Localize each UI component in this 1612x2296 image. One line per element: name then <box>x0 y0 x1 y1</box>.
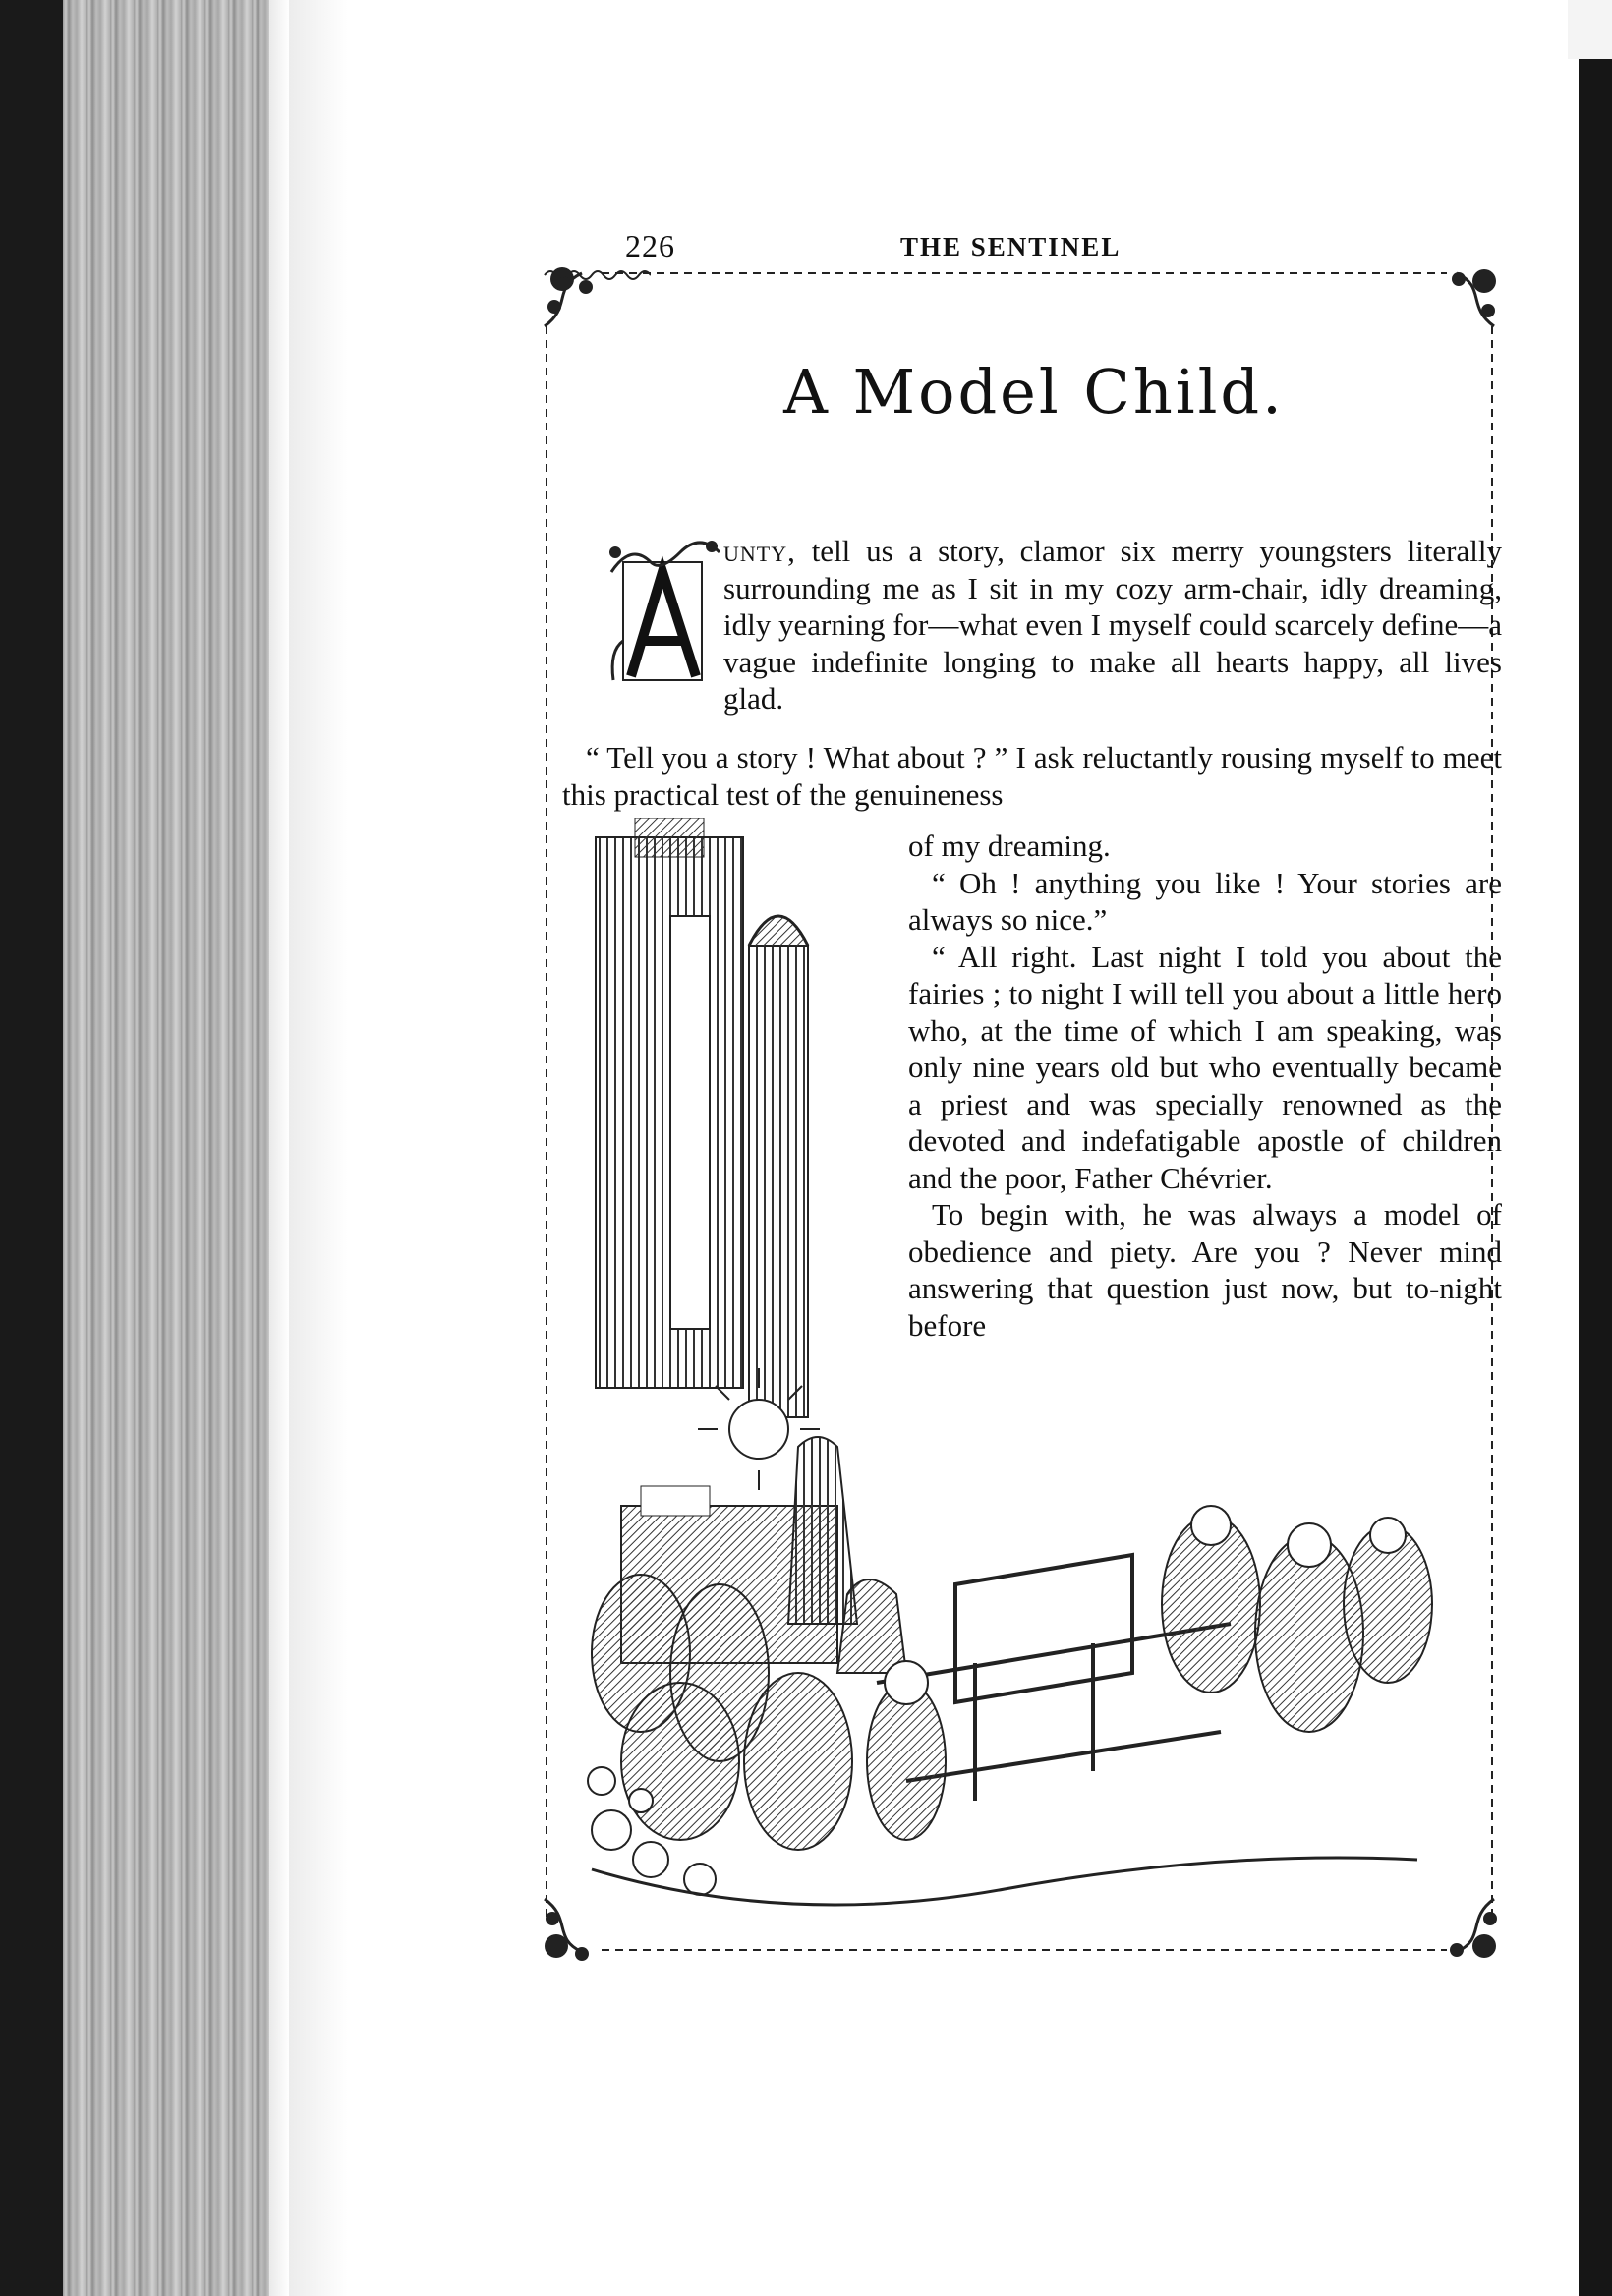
right-column <box>908 828 1502 1344</box>
scan-border-top-right <box>1568 0 1612 59</box>
ornamental-frame <box>543 267 1506 1999</box>
ornate-initial-a-icon <box>607 533 723 696</box>
paragraph-4: “ All right. Last night I told you about the fairies ; to night I will tell you about a little hero who, at the time of which I am speaking, was only nine years old but who eventually became a priest and was specially renowned as the devoted and indefatigable apostle of children and the poor, Father Chévrier. <box>908 939 1502 1195</box>
paragraph-3: “ Oh ! anything you like ! Your stories are always so nice.” <box>908 865 1502 937</box>
page-number: 226 <box>625 228 675 263</box>
book-page-edges <box>63 0 289 2296</box>
page-gutter-shadow <box>289 0 348 2296</box>
paragraph-5: To begin with, he was always a model of obedience and piety. Are you ? Never mind answering that question just now, but to-night before <box>908 1197 1502 1343</box>
drop-cap <box>607 533 723 696</box>
paragraph-2: “ Tell you a story ! What about ? ” I ask reluctantly rousing myself to meet this practical test of the genuineness <box>562 740 1502 812</box>
opening-text: tell us a story, clamor six merry youngsters literally surrounding me as I sit in my cozy arm-chair, idly dreaming, idly yearning for—what even I myself could scarcely define—a vague indefinite longing to make all hearts happy, all lives glad. <box>723 534 1502 716</box>
scan-border-left <box>0 0 63 2296</box>
journal-title: THE SENTINEL <box>900 232 1122 261</box>
title-flourish-icon <box>543 267 651 281</box>
paragraph-2-continued: of my dreaming. <box>908 829 1111 863</box>
opening-paragraph <box>607 533 1502 718</box>
running-head <box>625 228 1559 267</box>
article-title: A Model Child. <box>783 356 1285 428</box>
opening-smallcaps: unty, <box>723 534 796 568</box>
scan-border-right <box>1579 59 1612 2296</box>
